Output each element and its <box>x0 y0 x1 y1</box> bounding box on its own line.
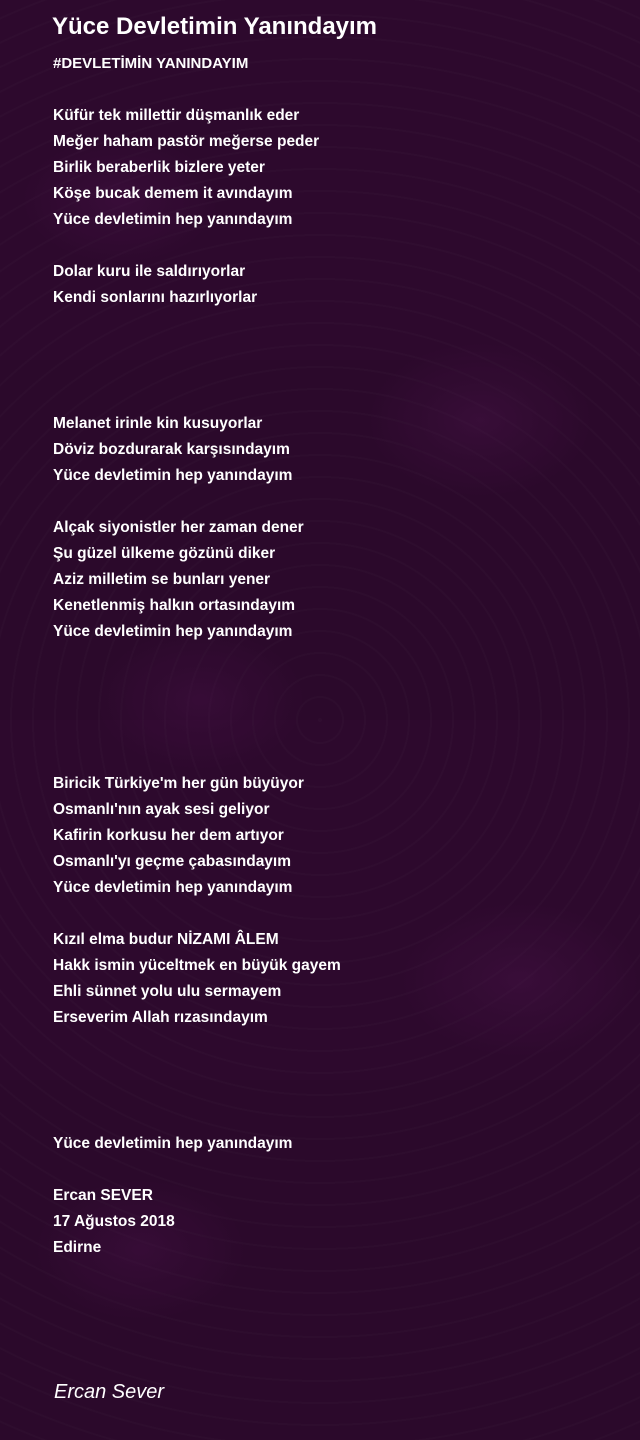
poem-line: Biricik Türkiye'm her gün büyüyor <box>53 775 304 792</box>
poem-line: Erseverim Allah rızasındayım <box>53 1009 268 1026</box>
poem-line: Ehli sünnet yolu ulu sermayem <box>53 983 282 1000</box>
poem-date: 17 Ağustos 2018 <box>53 1213 175 1230</box>
poem-line: Küfür tek millettir düşmanlık eder <box>53 107 300 124</box>
stanza <box>53 771 304 901</box>
poem-place: Edirne <box>53 1239 102 1256</box>
poem-line: Döviz bozdurarak karşısındayım <box>53 441 290 458</box>
poem-line: Osmanlı'yı geçme çabasındayım <box>53 853 292 870</box>
poem-credits <box>53 1183 175 1261</box>
stanza <box>53 927 341 1031</box>
poem-line: Hakk ismin yüceltmek en büyük gayem <box>53 957 341 974</box>
poem-line: Melanet irinle kin kusuyorlar <box>53 415 263 432</box>
poem-line: Aziz milletim se bunları yener <box>53 571 271 588</box>
author-name: Ercan SEVER <box>53 1187 153 1204</box>
stanza <box>53 259 257 311</box>
stanza <box>53 411 292 489</box>
poem-line: Kenetlenmiş halkın ortasındayım <box>53 597 296 614</box>
poem-line: Yüce devletimin hep yanındayım <box>53 211 293 228</box>
poem-line: Köşe bucak demem it avındayım <box>53 185 293 202</box>
stanza <box>53 515 304 645</box>
poem-line: Birlik beraberlik bizlere yeter <box>53 159 265 176</box>
poem-hashtag: #DEVLETİMİN YANINDAYIM <box>53 55 249 72</box>
poem-line: Yüce devletimin hep yanındayım <box>53 879 293 896</box>
poem-line: Kendi sonlarını hazırlıyorlar <box>53 289 258 306</box>
author-signature: Ercan Sever <box>54 1381 165 1403</box>
poem-line: Yüce devletimin hep yanındayım <box>53 1135 293 1152</box>
poem-line: Şu güzel ülkeme gözünü diker <box>53 545 276 562</box>
poem-title: Yüce Devletimin Yanındayım <box>52 13 378 40</box>
poem-line: Yüce devletimin hep yanındayım <box>53 623 293 640</box>
stanza <box>53 1131 292 1157</box>
poem-line: Yüce devletimin hep yanındayım <box>53 467 293 484</box>
poem-line: Kafirin korkusu her dem artıyor <box>53 827 284 844</box>
stanza <box>53 103 319 233</box>
poem-line: Osmanlı'nın ayak sesi geliyor <box>53 801 270 818</box>
poem-line: Kızıl elma budur NİZAMI ÂLEM <box>53 931 279 948</box>
poem-line: Meğer haham pastör meğerse peder <box>53 133 320 150</box>
poem-line: Alçak siyonistler her zaman dener <box>53 519 304 536</box>
poem-line: Dolar kuru ile saldırıyorlar <box>53 263 246 280</box>
